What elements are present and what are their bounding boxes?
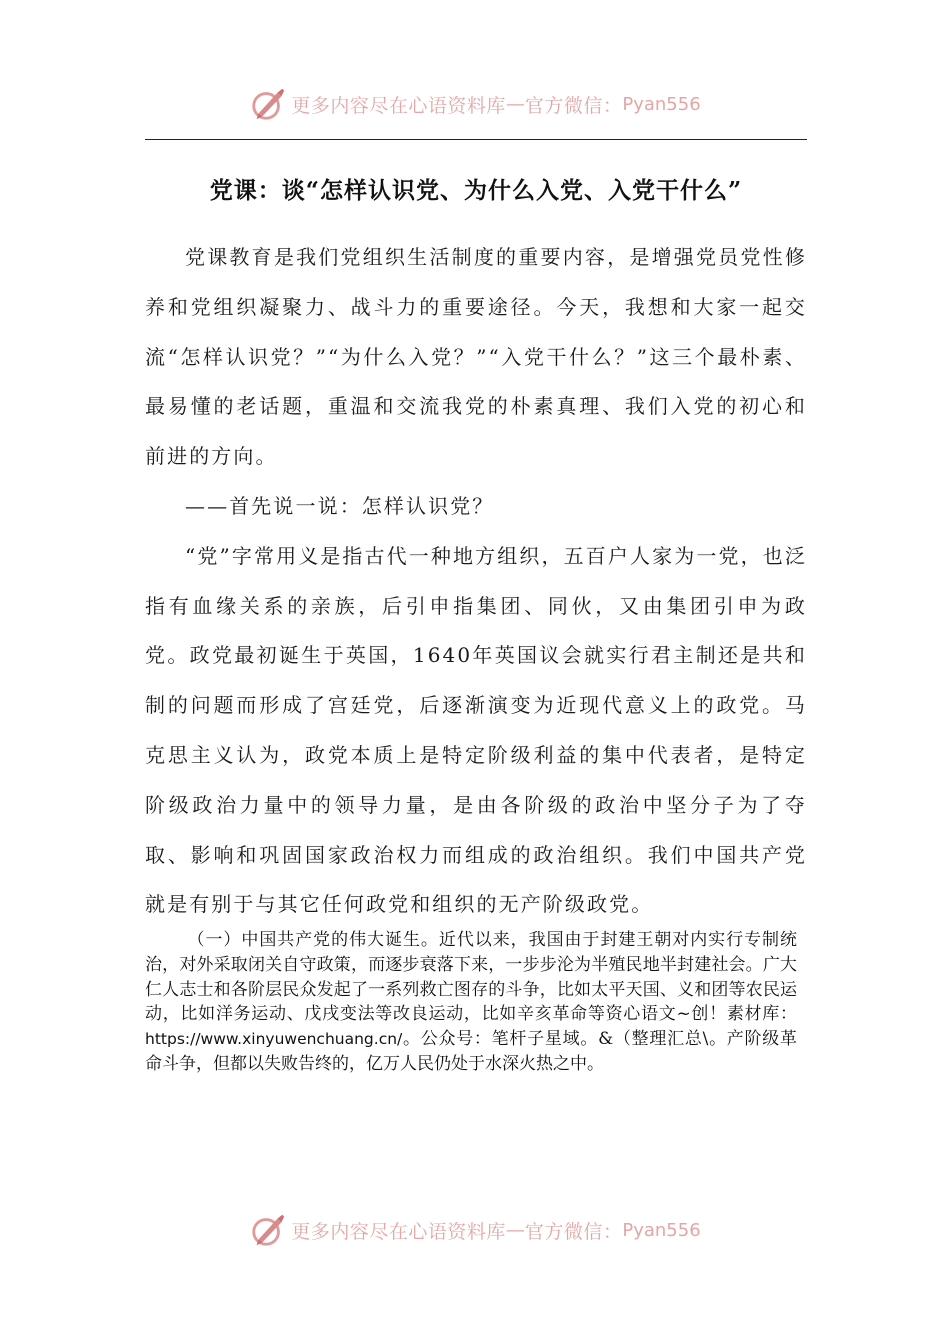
paragraph-birth-part1: （一）中国共产党的伟大诞生。近代以来，我国由于封建王朝对内实行专制统治，对外采取闭关自守政策，而逐步衰落下来，一步步沦为半殖民地半封建社会。广大仁人志士和各阶层民众发起了一系列救亡图存的斗争，比如太平天国、义和团等农民运动，比如洋务运动、戊戌变法等改良运动，比如辛亥革命等资心语文~创！素材库： [145, 930, 797, 1025]
paragraph-birth-part2: 。公众号：笔杆子星域。&（整理汇总\。产阶级革命斗争，但都以失败告终的，亿万人民仍处于水深火热之中。 [145, 1029, 797, 1074]
pen-logo-icon [249, 1211, 287, 1249]
document-title: 党课：谈“怎样认识党、为什么入党、入党干什么” [209, 177, 743, 204]
paragraph-section-heading: ——首先说一说：怎样认识党？ [185, 493, 495, 518]
header-divider [145, 139, 807, 140]
watermark-brand-text: 更多内容尽在心语资料库 [291, 1220, 506, 1243]
watermark-wechat-label: 官方微信： [524, 1220, 623, 1243]
watermark-brand-text: 更多内容尽在心语资料库 [291, 94, 506, 117]
watermark-wechat-label: 官方微信： [524, 94, 623, 117]
watermark-separator: — [505, 1219, 525, 1241]
paragraph-intro: 党课教育是我们党组织生活制度的重要内容，是增强党员党性修养和党组织凝聚力、战斗力的重要途径。今天，我想和大家一起交流“怎样认识党？”“为什么入党？”“入党干什么？”这三个最朴素、最易懂的老话题，重温和交流我党的朴素真理、我们入党的初心和前进的方向。 [145, 245, 807, 469]
pen-logo-icon [249, 85, 287, 123]
watermark-separator: — [505, 93, 525, 115]
paragraph-party-definition: “党”字常用义是指古代一种地方组织，五百户人家为一党，也泛指有血缘关系的亲族，后引申指集团、同伙，又由集团引申为政党。政党最初诞生于英国，1640年英国议会就实行君主制还是共和制的问题而形成了宫廷党，后逐渐演变为近现代意义上的政党。马克思主义认为，政党本质上是特定阶级利益的集中代表者，是特定阶级政治力量中的领导力量，是由各阶级的政治中坚分子为了夺取、影响和巩固国家政治权力而组成的政治组织。我们中国共产党就是有别于与其它任何政党和组织的无产阶级政党。 [145, 543, 807, 917]
small-paragraph [145, 928, 797, 1077]
footer-watermark [0, 1208, 950, 1252]
watermark-wechat-id: Pyan556 [622, 1219, 701, 1241]
watermark-wechat-id: Pyan556 [622, 93, 701, 115]
header-watermark [0, 82, 950, 126]
document-body [145, 233, 807, 930]
resource-url: https://www.xinyuwenchuang.cn/ [145, 1030, 403, 1049]
paragraph-birth-of-party [145, 928, 797, 1077]
